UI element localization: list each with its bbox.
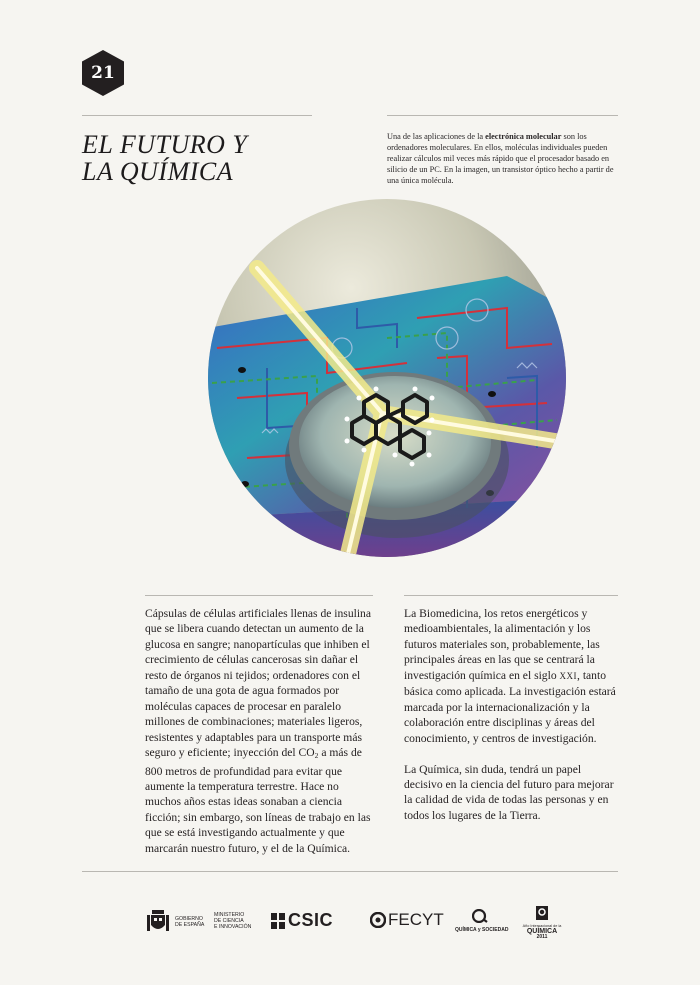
body-text: La Biomedicina, los retos energéticos y medioambientales, la alimentación y los futuros materiales son, probablemente, las principales áreas en las que se centrará la investigación química en el siglo xyxy=(404,607,600,682)
image-caption xyxy=(387,131,619,186)
caption-highlight: electrónica molecular xyxy=(485,132,562,141)
aiq-text: QUÍMICA xyxy=(526,928,558,935)
body-text: a más de 800 metros de profundidad para evitar que aumente la temperatura terrestre. Hace no muchos años estas ideas sonaban a ciencia ficción; sin embargo, son líneas de trabajo en las que se está investigando actualmente y que marcarán nuestro futuro, y el de la Química. xyxy=(145,746,371,855)
page-title xyxy=(82,131,247,185)
molecular-transistor-illustration xyxy=(207,198,567,558)
coat-of-arms-icon xyxy=(147,907,169,937)
ministerio-text: E INNOVACIÓN xyxy=(214,924,252,930)
aiq-2011-logo xyxy=(522,905,562,940)
caption-intro: Una de las aplicaciones de la xyxy=(387,132,486,141)
gobierno-text: DE ESPAÑA xyxy=(175,922,205,928)
body-text: , tanto básica como aplicada. La investigación estará marcada por la internacionalización y la colaboración entre disciplinas y áreas del conocimiento, y centros de investigación. xyxy=(404,668,616,745)
ministerio-text: DE CIENCIA xyxy=(214,918,244,924)
flask-icon xyxy=(472,909,488,923)
title-line-1: EL FUTURO Y xyxy=(82,130,248,159)
page-number: 21 xyxy=(91,63,115,83)
mid-rule-right xyxy=(404,595,618,596)
caption-rest: son los ordenadores moleculares. En ellos, moléculas individuales pueden realizar cálculos mil veces más rápido que el procesador basado en silicio de un PC. En la imagen, un transistor óptico hecho a partir de una única molécula. xyxy=(387,132,614,185)
top-rule-right xyxy=(387,115,618,116)
body-column-left xyxy=(145,606,375,872)
top-rule-left xyxy=(82,115,312,116)
body-paragraph: La Química, sin duda, tendrá un papel decisivo en la ciencia del futuro para mejorar la calidad de vida de todas las personas y en todos los lugares de la Tierra. xyxy=(404,762,614,822)
aiq-text: Año Internacional de la xyxy=(522,924,562,928)
body-text: Cápsulas de células artificiales llenas de insulina que se libera cuando detectan un aumento de la glucosa en sangre; nanopartículas que inhiben el crecimiento de células cancerosas sin dañar el resto de órganos ni tejidos; ordenadores con el tamaño de una gota de agua formados por moléculas capaces de procesar en paralelo millones de combinaciones; materiales ligeros, resistentes y adaptables para un transporte más seguro y eficiente; inyección del CO xyxy=(145,607,372,760)
quimica-sociedad-text: QUÍMICA y SOCIEDAD xyxy=(455,927,509,933)
ministerio-logo xyxy=(214,912,251,930)
century-numeral: XXI xyxy=(559,670,578,681)
gobierno-text: GOBIERNO xyxy=(175,916,203,922)
csic-text: CSIC xyxy=(288,910,334,930)
subscript: 2 xyxy=(314,751,319,761)
body-paragraph xyxy=(404,606,618,746)
logo-strip xyxy=(0,900,700,950)
fecyt-text: FECYT xyxy=(388,910,444,929)
quimica-sociedad-logo xyxy=(455,908,509,933)
title-line-2: LA QUÍMICA xyxy=(82,157,234,186)
fecyt-logo xyxy=(370,910,444,930)
body-column-right xyxy=(404,606,618,839)
bottom-rule xyxy=(82,871,618,872)
csic-emblem-icon xyxy=(271,913,285,929)
fecyt-emblem-icon xyxy=(370,912,386,928)
aiq-text: 2011 xyxy=(536,934,548,940)
page-number-badge xyxy=(82,50,124,96)
ministerio-text: MINISTERIO xyxy=(214,912,245,918)
body-paragraph xyxy=(145,606,375,856)
mid-rule-left xyxy=(145,595,373,596)
aiq-emblem-icon xyxy=(536,906,548,920)
gobierno-logo xyxy=(147,907,204,937)
csic-logo xyxy=(271,910,333,931)
